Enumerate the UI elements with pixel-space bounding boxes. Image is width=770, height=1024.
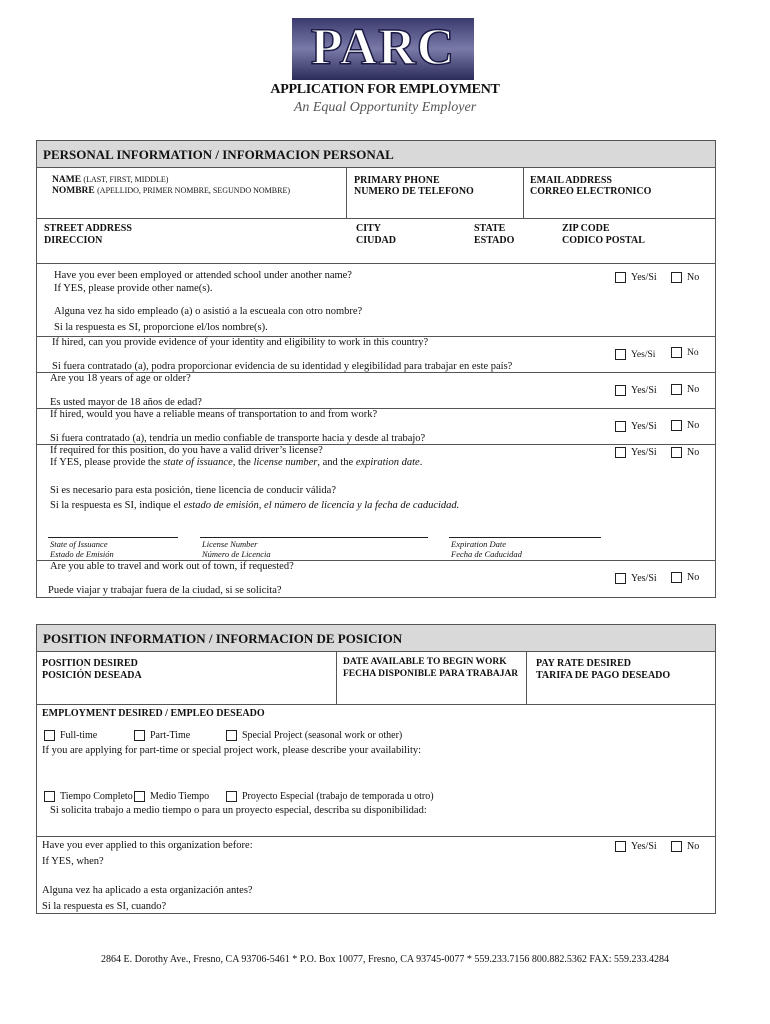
availability-text-es: Si solicita trabajo a medio tiempo o para un proyecto especial, describa su disponibilidad: [50, 805, 427, 816]
q5-yes-checkbox[interactable]: Yes/Si [615, 447, 657, 458]
q2-text: If hired, can you provide evidence of your identity and eligibility to work in this country? [52, 337, 429, 348]
q6-text: Are you able to travel and work out of town, if requested? [50, 561, 294, 572]
q6-no-checkbox[interactable]: No [671, 572, 699, 583]
availability-text: If you are applying for part-time or special project work, please describe your availability: [42, 745, 422, 756]
q1-text-es: Alguna vez ha sido empleado (a) o asistió a la escueala con otro nombre? [54, 306, 363, 317]
q5-text-b: If YES, please provide the state of issuance, the license number, and the expiration date. [50, 457, 423, 468]
medio-tiempo-checkbox[interactable]: Medio Tiempo [134, 791, 209, 802]
q5-text-es: Si es necesario para esta posición, tiene licencia de conducir válida? [50, 485, 337, 496]
page-title: APPLICATION FOR EMPLOYMENT [270, 82, 500, 97]
tiempo-completo-checkbox[interactable]: Tiempo Completo [44, 791, 133, 802]
q1-no-checkbox[interactable]: No [671, 272, 699, 283]
q4-text: If hired, would you have a reliable means of transportation to and from work? [50, 409, 378, 420]
q3-text: Are you 18 years of age or older? [50, 373, 191, 384]
nombre-label: NOMBRE (APELLIDO, PRIMER NOMBRE, SEGUNDO NOMBRE) [52, 186, 291, 196]
applied-when-text-es: Si la respuesta es SI, cuando? [42, 901, 167, 912]
footer-address: 2864 E. Dorothy Ave., Fresno, CA 93706-5461 * P.O. Box 10077, Fresno, CA 93745-0077 * 559.233.7156 800.882.5362 FAX: 559.233.4284 [101, 954, 669, 965]
date-available-label: DATE AVAILABLE TO BEGIN WORK [343, 657, 507, 667]
q3-no-checkbox[interactable]: No [671, 384, 699, 395]
city-label-es: CIUDAD [356, 235, 396, 246]
pay-rate-label: PAY RATE DESIRED [536, 658, 632, 669]
phone-label: PRIMARY PHONE [354, 175, 440, 186]
q3-yes-checkbox[interactable]: Yes/Si [615, 385, 657, 396]
special-project-checkbox[interactable]: Special Project (seasonal work or other) [226, 730, 402, 741]
full-time-checkbox[interactable]: Full-time [44, 730, 97, 741]
street-label: STREET ADDRESS [44, 223, 132, 234]
part-time-checkbox[interactable]: Part-Time [134, 730, 190, 741]
license-state-label-es: Estado de Emisión [50, 549, 114, 559]
license-state-label: State of Issuance [50, 539, 108, 549]
state-label-es: ESTADO [474, 235, 515, 246]
phone-label-es: NUMERO DE TELEFONO [354, 186, 474, 197]
q5-text: If required for this position, do you have a valid driver’s license? [50, 445, 323, 456]
proyecto-especial-checkbox[interactable]: Proyecto Especial (trabajo de temporada u otro) [226, 791, 434, 802]
applied-before-text-es: Alguna vez ha aplicado a esta organización antes? [42, 885, 253, 896]
q6-yes-checkbox[interactable]: Yes/Si [615, 573, 657, 584]
zip-label: ZIP CODE [562, 223, 610, 234]
name-label: NAME (LAST, FIRST, MIDDLE) [52, 175, 169, 185]
applied-when-text: If YES, when? [42, 856, 104, 867]
q6-text-es: Puede viajar y trabajar fuera de la ciudad, si se solicita? [48, 585, 282, 596]
q4-text-es: Si fuera contratado (a), tendría un medio confiable de transporte hacia y desde al trabajo? [50, 433, 426, 444]
date-available-label-es: FECHA DISPONIBLE PARA TRABAJAR [343, 669, 519, 679]
applied-before-text: Have you ever applied to this organization before: [42, 840, 253, 851]
q2-text-es: Si fuera contratado (a), podra proporcionar evidencia de su identidad y elegibilidad para trabajar en este país? [52, 361, 513, 372]
pay-rate-label-es: TARIFA DE PAGO DESEADO [536, 670, 671, 681]
parc-logo [292, 18, 474, 80]
q4-no-checkbox[interactable]: No [671, 420, 699, 431]
logo-text: PARC [310, 19, 456, 76]
employment-desired-label: EMPLOYMENT DESIRED / EMPLEO DESEADO [42, 708, 265, 719]
position-heading: POSITION INFORMATION / INFORMACION DE POSICION [36, 624, 716, 652]
street-label-es: DIRECCION [44, 235, 103, 246]
license-number-label-es: Número de Licencia [202, 549, 271, 559]
q1-text: Have you ever been employed or attended school under another name? [54, 270, 352, 281]
license-expiration-field[interactable] [449, 537, 601, 538]
state-label: STATE [474, 223, 506, 234]
q1-text-es-b: Si la respuesta es SI, proporcione el/los nombre(s). [54, 322, 268, 333]
personal-heading: PERSONAL INFORMATION / INFORMACION PERSONAL [36, 140, 716, 168]
license-expiration-label: Expiration Date [451, 539, 507, 549]
page-subtitle: An Equal Opportunity Employer [293, 100, 477, 115]
q5-no-checkbox[interactable]: No [671, 447, 699, 458]
q2-no-checkbox[interactable]: No [671, 347, 699, 358]
q3-text-es: Es usted mayor de 18 años de edad? [50, 397, 202, 408]
position-desired-label-es: POSICIÓN DESEADA [42, 670, 142, 681]
q1-text-b: If YES, please provide other name(s). [54, 283, 213, 294]
license-state-field[interactable] [48, 537, 178, 538]
applied-no-checkbox[interactable]: No [671, 841, 699, 852]
q5-text-es-b: Si la respuesta es SI, indique el estado de emisión, el número de licencia y la fecha de caducidad. [50, 500, 460, 511]
position-desired-label: POSITION DESIRED [42, 658, 138, 669]
email-label-es: CORREO ELECTRONICO [530, 186, 652, 197]
license-number-field[interactable] [200, 537, 428, 538]
license-number-label: License Number [202, 539, 258, 549]
city-label: CITY [356, 223, 382, 234]
applied-yes-checkbox[interactable]: Yes/Si [615, 841, 657, 852]
zip-label-es: CODICO POSTAL [562, 235, 645, 246]
q4-yes-checkbox[interactable]: Yes/Si [615, 421, 657, 432]
email-label: EMAIL ADDRESS [530, 175, 612, 186]
license-expiration-label-es: Fecha de Caducidad [451, 549, 522, 559]
q2-yes-checkbox[interactable]: Yes/Si [615, 349, 655, 360]
q1-yes-checkbox[interactable]: Yes/Si [615, 272, 657, 283]
